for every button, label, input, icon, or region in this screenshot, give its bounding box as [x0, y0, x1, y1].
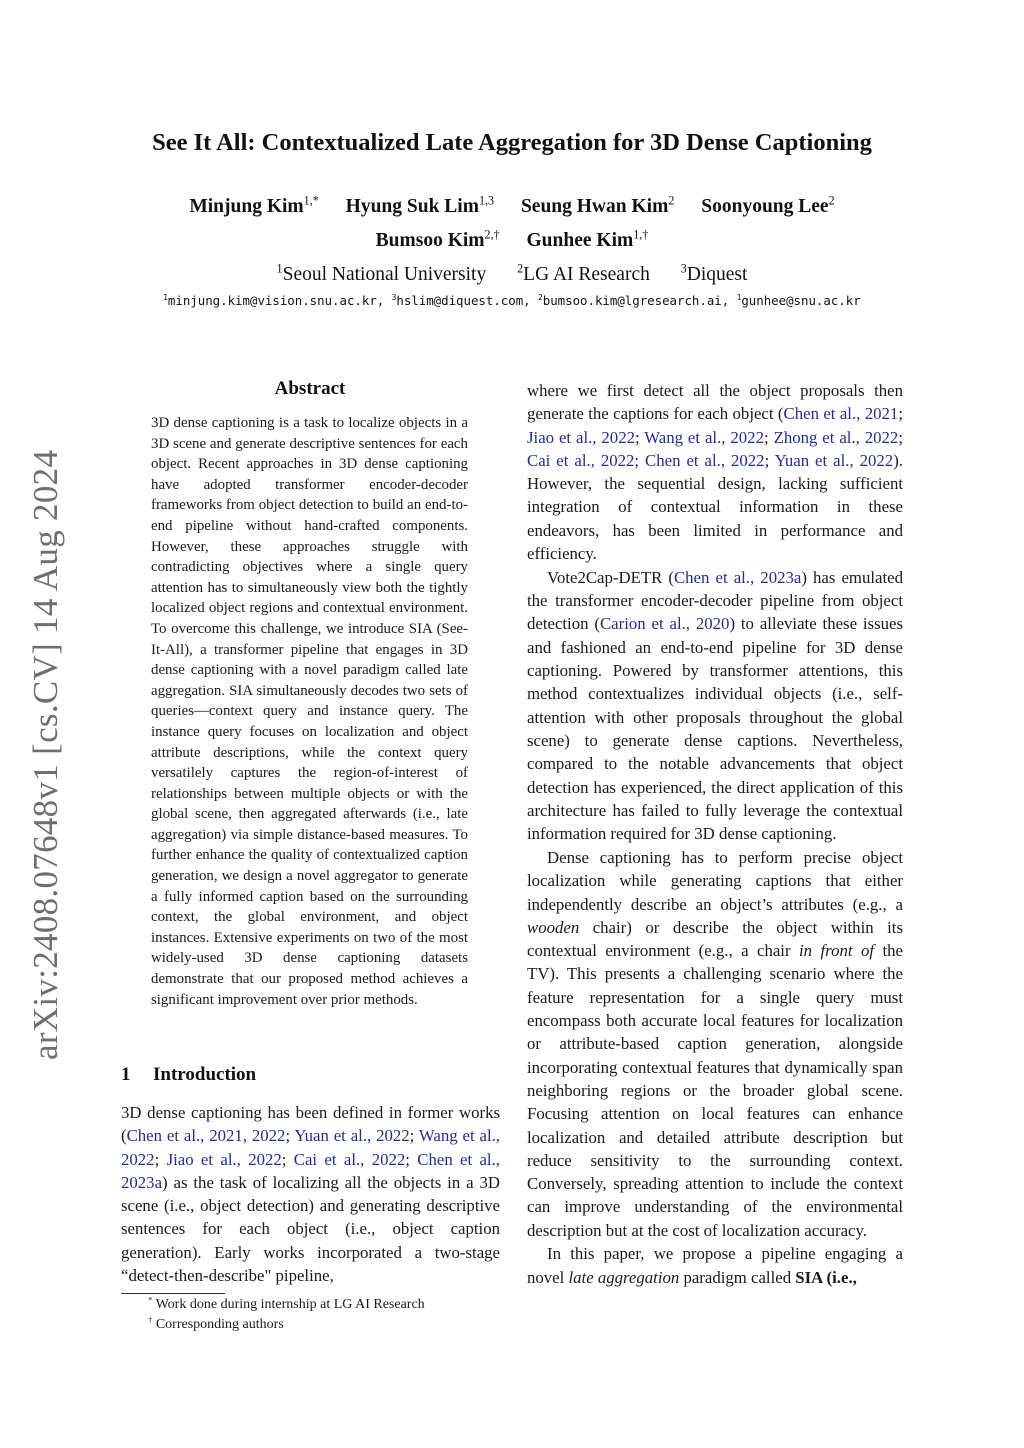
citation-link[interactable]: Chen et al., 2023a: [673, 567, 802, 587]
affiliation: $^1$Seoul National University: [276, 261, 487, 285]
affiliation: $^3$Diquest: [680, 261, 748, 285]
author: Soonyoung Lee$^2$: [701, 193, 835, 217]
citation-link[interactable]: Jiao et al., 2022: [166, 1149, 282, 1169]
paragraph: In this paper, we propose a pipeline engaging a novel late aggregation paradigm called SIA (i.e.,: [527, 1244, 903, 1287]
citation-link[interactable]: Yuan et al., 2022: [294, 1126, 410, 1146]
footnote: † Corresponding authors: [148, 1313, 284, 1332]
citation-link[interactable]: Cai et al., 2022: [527, 450, 635, 470]
emphasis: late aggregation: [568, 1267, 680, 1287]
section-heading-introduction: [121, 1064, 501, 1086]
paragraph: Vote2Cap-DETR (Chen et al., 2023a) has emulated the transformer encoder-decoder pipeline from object detection (Carion et al., 2020) to alleviate these issues and fashioned an end-to-end pipeline for 3D dense captioning. Powered by transformer attentions, this method contextualizes individual objects (i.e., self-attention with other proposals throughout the global scene) to generate dense captions. Nevertheless, compared to the notable advancements that object detection has experienced, the direct application of this architecture has failed to fully leverage the contextual information required for 3D dense captioning.: [527, 567, 903, 844]
bold-text: SIA (i.e.,: [795, 1267, 857, 1287]
paper-title: See It All: Contextualized Late Aggregation for 3D Dense Captioning: [152, 129, 872, 156]
section-title: Introduction: [153, 1064, 257, 1085]
footnote: * Work done during internship at LG AI Research: [148, 1294, 425, 1312]
email[interactable]: $^1$minjung.kim@vision.snu.ac.kr,: [163, 292, 385, 308]
paragraph: where we first detect all the object proposals then generate the captions for each object (Chen et al., 2021; Jiao et al., 2022; Wang et al., 2022; Zhong et al., 2022; Cai et al., 2022; Chen et al., 2022; Yuan et al., 2022). However, the sequential design, lacking sufficient integration of contextual information in these endeavors, has been limited in performance and efficiency.: [527, 381, 903, 564]
email[interactable]: $^2$bumsoo.kim@lgresearch.ai,: [538, 292, 730, 308]
email[interactable]: $^1$gunhee@snu.ac.kr: [736, 292, 861, 308]
footnotes: [148, 1295, 508, 1334]
affiliation: $^2$LG AI Research: [517, 261, 650, 285]
citation-link[interactable]: Chen et al., 2021, 2022: [126, 1126, 286, 1146]
citation-link[interactable]: Wang et al., 2022: [644, 427, 764, 447]
section-number: 1: [121, 1064, 131, 1085]
right-column: [527, 379, 903, 1289]
citation-link[interactable]: Chen et al., 2022: [645, 450, 765, 470]
author: Bumsoo Kim$^{2,\dagger}$: [375, 227, 500, 251]
citation-link[interactable]: Zhong et al., 2022: [773, 427, 899, 447]
citation-link[interactable]: Wang et al., 2022: [121, 1126, 500, 1169]
email[interactable]: $^3$hslim@diquest.com,: [391, 292, 531, 308]
citation-link[interactable]: Cai et al., 2022: [293, 1149, 406, 1169]
abstract-body: 3D dense captioning is a task to localize objects in a 3D scene and generate descriptive sentences for each object. Recent approaches in 3D dense captioning have adopted transformer encoder-decoder frameworks from object detection to build an end-to-end pipeline without hand-crafted components. However, these approaches struggle with contradicting objectives where a single query attention has to simultaneously view both the tightly localized object regions and contextual environment. To overcome this challenge, we introduce SIA (See-It-All), a transformer pipeline that engages in 3D dense captioning with a novel paradigm called late aggregation. SIA simultaneously decodes two sets of queries—context query and instance query. The instance query focuses on localization and object attribute descriptions, while the context query versatilely captures the region-of-interest of relationships between multiple objects or with the global scene, then aggregated afterwards (i.e., late aggregation) via simple distance-based measures. To further enhance the quality of contextualized caption generation, we design a novel aggregator to generate a fully informed caption based on the surrounding context, the global environment, and object instances. Extensive experiments on two of the most widely-used 3D dense captioning datasets demonstrate that our proposed method achieves a significant improvement over prior methods.: [151, 415, 468, 1008]
citation-link[interactable]: Jiao et al., 2022: [527, 427, 635, 447]
emphasis: in front of: [799, 941, 875, 961]
paragraph: Dense captioning has to perform precise object localization while generating captions that either independently describe an object’s attributes (e.g., a wooden chair) or describe the object within its contextual environment (e.g., a chair in front of the TV). This presents a challenging scenario where the feature representation for a single query must encompass both accurate local features for localization or attribute-based caption generation, alongside incorporating contextual features that dynamically span neighboring regions or the broader global scene. Focusing attention on local features can enhance localization and detailed attribute description but reduce sensitivity to the surrounding context. Conversely, spreading attention to include the context can improve understanding of the environmental description but at the cost of localization accuracy.: [527, 847, 904, 1240]
arxiv-sidebar-stamp[interactable]: arXiv:2408.07648v1 [cs.CV] 14 Aug 2024: [26, 449, 65, 1060]
author-list-row-2: [100, 227, 924, 252]
citation-link[interactable]: Chen et al., 2021: [783, 404, 899, 424]
footnote-divider: [121, 1293, 225, 1294]
citation-link[interactable]: Yuan et al., 2022: [774, 450, 894, 470]
citation-link[interactable]: Carion et al., 2020: [599, 614, 730, 634]
author: Minjung Kim$^{1,*}$: [189, 193, 319, 217]
author-list-row-1: [100, 193, 924, 218]
author: Seung Hwan Kim$^2$: [520, 193, 675, 217]
abstract-heading: Abstract: [274, 378, 346, 399]
intro-paragraph-1: 3D dense captioning has been defined in former works (Chen et al., 2021, 2022; Yuan et al., 2022; Wang et al., 2022; Jiao et al., 2022; Cai et al., 2022; Chen et al., 2023a) as the task of localizing all the objects in a 3D scene (i.e., object detection) and generating descriptive sentences for each object (i.e., object caption generation). Early works incorporated a two-stage “detect-then-describe" pipeline,: [121, 1103, 500, 1286]
author: Hyung Suk Lim$^{1,3}$: [345, 193, 495, 217]
emphasis: wooden: [527, 917, 580, 937]
author-emails: [60, 293, 964, 308]
affiliation-list: [100, 261, 924, 286]
author: Gunhee Kim$^{1,\dagger}$: [526, 227, 649, 251]
citation-link[interactable]: Chen et al., 2023a: [121, 1149, 500, 1192]
